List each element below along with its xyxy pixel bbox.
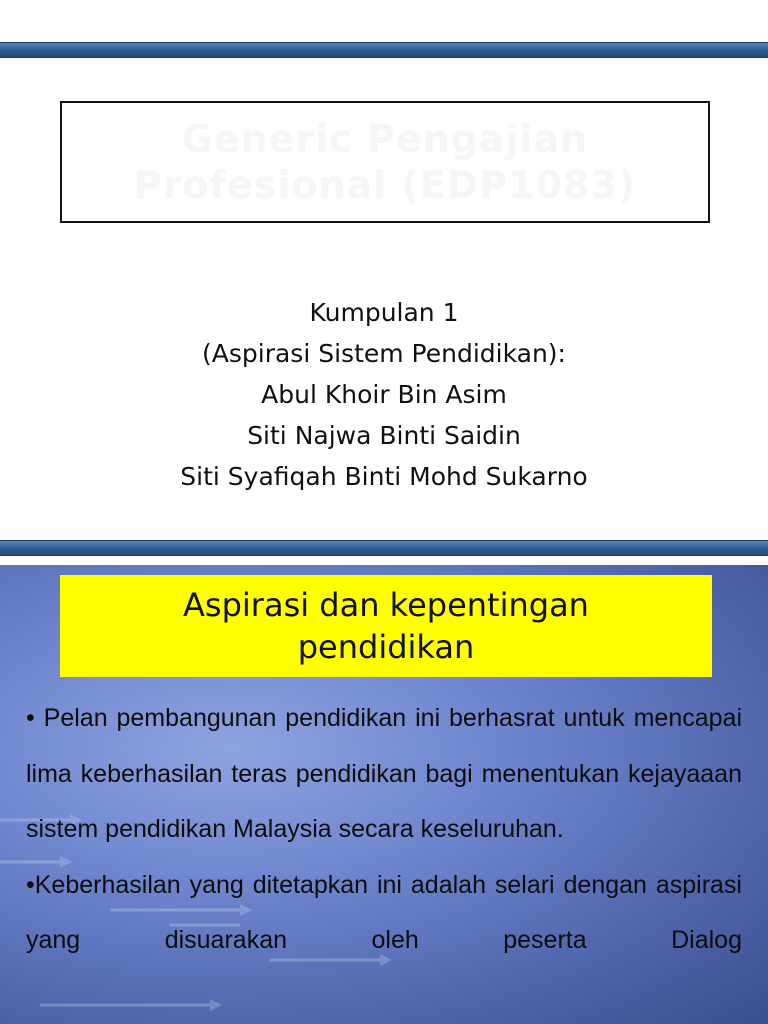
bullet-paragraph: •Keberhasilan yang ditetapkan ini adalah selari dengan aspirasi yang disuarakan oleh peserta Dialog xyxy=(26,870,742,954)
headline-box xyxy=(60,575,712,677)
group-members xyxy=(0,292,768,497)
slide-title-text: Generic Pengajian Profesional (EDP1083) xyxy=(133,117,637,207)
headline-line: Aspirasi dan kepentingan xyxy=(183,586,589,624)
bottom-divider-bar xyxy=(0,540,768,556)
title-box xyxy=(60,101,710,223)
member-name: Abul Khoir Bin Asim xyxy=(261,380,507,409)
body-text xyxy=(26,691,742,969)
headline-line: pendidikan xyxy=(297,628,475,666)
slide-content xyxy=(0,565,768,1024)
top-divider-bar xyxy=(0,42,768,58)
bullet-paragraph: • Pelan pembangunan pendidikan ini berhasrat untuk mencapai lima keberhasilan teras pendidikan bagi menentukan kejayaaan sistem pendidikan Malaysia secara keseluruhan. xyxy=(26,704,742,843)
group-name: Kumpulan 1 xyxy=(309,298,459,327)
member-name: Siti Najwa Binti Saidin xyxy=(247,421,521,450)
group-topic: (Aspirasi Sistem Pendidikan): xyxy=(202,339,566,368)
member-name: Siti Syafiqah Binti Mohd Sukarno xyxy=(180,462,588,491)
